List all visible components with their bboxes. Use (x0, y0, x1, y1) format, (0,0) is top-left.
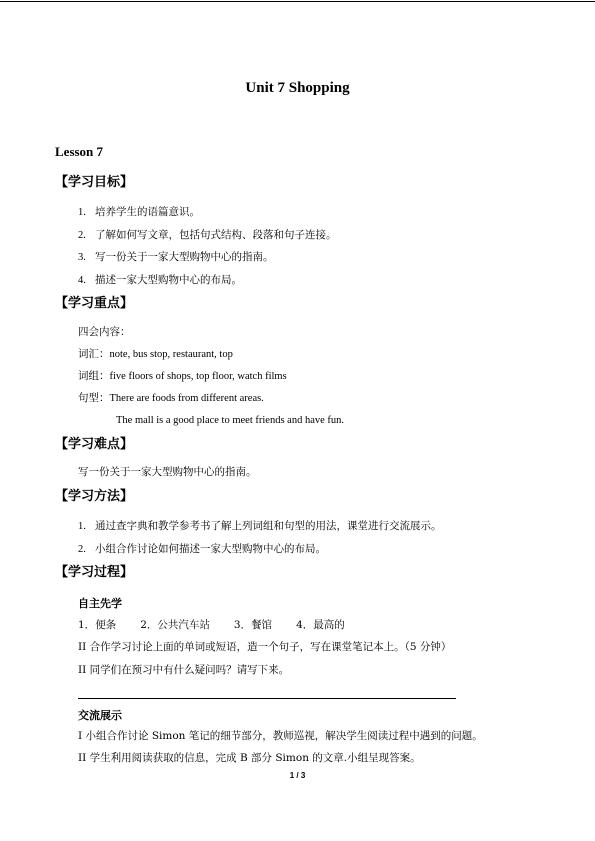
objectives-heading: 【学习目标】 (55, 175, 134, 190)
objective-item: 3. 写一份关于一家大型购物中心的指南。 (78, 251, 274, 263)
self-study-line-3: II 同学们在预习中有什么疑问吗？请写下来。 (78, 664, 290, 676)
exchange-line-2: II 学生利用阅读获取的信息，完成 B 部分 Simon 的文章.小组呈现答案。 (78, 752, 421, 764)
vocabulary-line: 词汇：note, bus stop, restaurant, top (78, 348, 233, 360)
key-points-heading: 【学习重点】 (55, 296, 134, 311)
lesson-label: Lesson 7 (55, 144, 104, 159)
objective-item: 2. 了解如何写文章，包括句式结构、段落和句子连接。 (78, 229, 337, 241)
term-text: 餐馆 (251, 619, 273, 631)
process-heading: 【学习过程】 (55, 565, 134, 580)
top-rule (0, 1, 595, 2)
objective-item: 1. 培养学生的语篇意识。 (78, 206, 200, 218)
exchange-title: 交流展示 (78, 709, 122, 722)
phrases-line: 词组：five floors of shops, top floor, watch films (78, 370, 287, 382)
term-text: 便条 (95, 619, 117, 631)
self-study-title: 自主先学 (78, 597, 122, 610)
vocab-terms-row (78, 620, 345, 631)
objective-item: 4. 描述一家大型购物中心的布局。 (78, 274, 242, 286)
answer-line (78, 698, 456, 699)
term-number: 2． (140, 619, 158, 631)
page-number: 1 / 3 (289, 771, 306, 780)
difficulty-text: 写一份关于一家大型购物中心的指南。 (78, 466, 257, 478)
exchange-line-1: I 小组合作讨论 Simon 笔记的细节部分，教师巡视，解决学生阅读过程中遇到的问题。 (78, 730, 483, 742)
methods-heading: 【学习方法】 (55, 489, 134, 504)
term-number: 3． (233, 619, 252, 631)
method-item: 2. 小组合作讨论如何描述一家大型购物中心的布局。 (78, 543, 326, 555)
self-study-line-2: II 合作学习讨论上面的单词或短语，造一个句子，写在课堂笔记本上。（5 分钟） (78, 641, 452, 653)
term-number: 1． (78, 619, 96, 631)
key-points-intro: 四会内容： (78, 326, 131, 338)
sentence-pattern-2: The mall is a good place to meet friends and have fun. (116, 415, 345, 426)
method-item: 1. 通过查字典和教学参考书了解上列词组和句型的用法，课堂进行交流展示。 (78, 520, 442, 532)
term-text: 公共汽车站 (157, 619, 210, 631)
difficulties-heading: 【学习难点】 (55, 437, 134, 452)
sentence-patterns-line: 句型：There are foods from different areas. (78, 392, 264, 404)
term-number: 4． (296, 619, 314, 631)
term-text: 最高的 (313, 619, 345, 631)
document-title: Unit 7 Shopping (245, 80, 350, 96)
